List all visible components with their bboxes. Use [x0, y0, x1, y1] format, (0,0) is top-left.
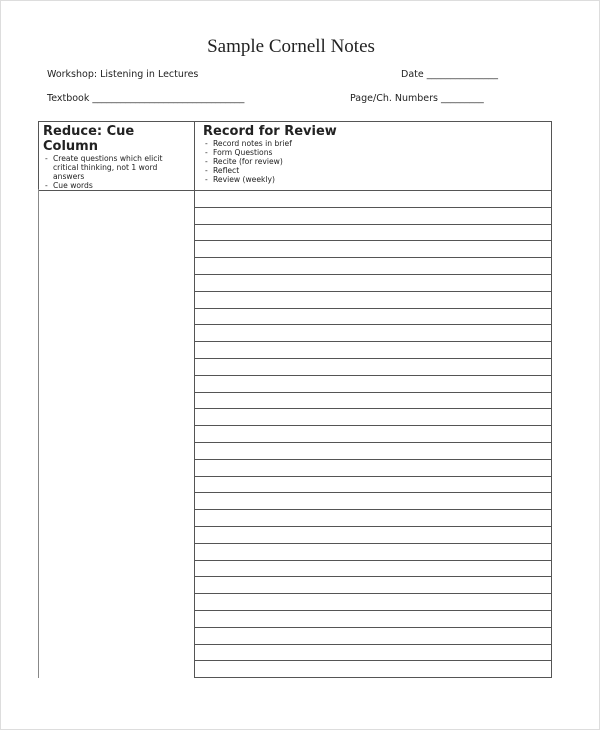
note-line[interactable]	[195, 509, 551, 526]
note-line[interactable]	[195, 492, 551, 509]
note-line[interactable]	[195, 358, 551, 375]
review-item: - Record notes in brief	[203, 139, 543, 148]
notes-lines[interactable]	[194, 190, 552, 678]
note-line[interactable]	[195, 408, 551, 425]
note-line[interactable]	[195, 644, 551, 661]
note-line[interactable]	[195, 257, 551, 274]
workshop-label: Workshop: Listening in Lectures	[47, 69, 199, 80]
note-line[interactable]	[195, 425, 551, 442]
cue-item: - Create questions which elicit critical thinking, not 1 word answers	[43, 154, 183, 181]
note-line[interactable]	[195, 274, 551, 291]
page-numbers-field[interactable]: Page/Ch. Numbers _________	[350, 93, 484, 104]
note-line[interactable]	[195, 627, 551, 644]
note-line[interactable]	[195, 442, 551, 459]
note-line[interactable]	[195, 526, 551, 543]
note-line[interactable]	[195, 593, 551, 610]
note-line[interactable]	[195, 375, 551, 392]
note-line[interactable]	[195, 341, 551, 358]
note-line[interactable]	[195, 324, 551, 341]
date-field[interactable]: Date _______________	[401, 69, 498, 80]
note-line[interactable]	[195, 308, 551, 325]
note-line[interactable]	[195, 459, 551, 476]
cue-heading: Reduce: Cue Column	[43, 124, 135, 154]
note-line[interactable]	[195, 207, 551, 224]
note-line[interactable]	[195, 476, 551, 493]
note-line[interactable]	[195, 543, 551, 560]
page-title: Sample Cornell Notes	[207, 36, 375, 57]
note-line[interactable]	[195, 576, 551, 593]
cue-item: - Cue words	[43, 181, 191, 190]
note-line[interactable]	[195, 392, 551, 409]
review-header	[194, 121, 552, 191]
review-item: - Recite (for review)	[203, 157, 543, 166]
textbook-field[interactable]: Textbook ________________________________	[47, 93, 245, 104]
note-line[interactable]	[195, 560, 551, 577]
cue-column-line	[38, 189, 39, 678]
review-item: - Reflect	[203, 166, 543, 175]
note-line[interactable]	[195, 291, 551, 308]
review-item: - Form Questions	[203, 148, 543, 157]
note-line[interactable]	[195, 660, 551, 677]
note-line[interactable]	[195, 190, 551, 207]
review-item: - Review (weekly)	[203, 175, 543, 184]
note-line[interactable]	[195, 610, 551, 627]
review-heading: Record for Review	[203, 124, 337, 139]
cue-column-header	[38, 121, 195, 191]
note-line[interactable]	[195, 224, 551, 241]
note-line[interactable]	[195, 240, 551, 257]
